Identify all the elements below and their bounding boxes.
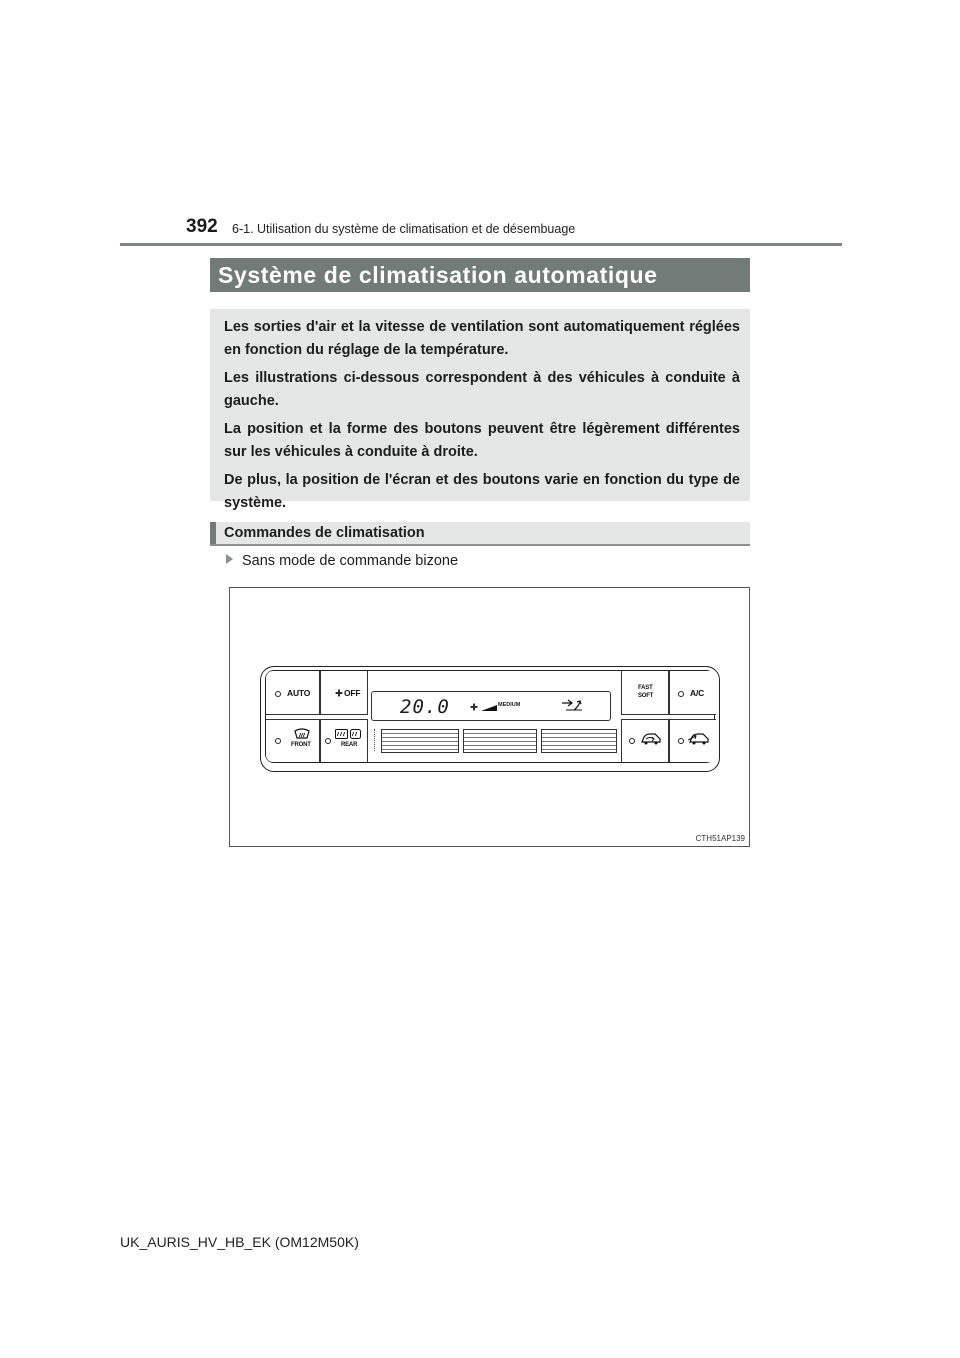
intro-paragraph: La position et la forme des boutons peuvent être légèrement différentes sur les véhicules à conduite à droite.	[224, 421, 740, 460]
climate-display	[371, 691, 611, 721]
rear-label: REAR	[341, 742, 358, 748]
intro-box	[210, 309, 750, 511]
outside-air-indicator	[629, 738, 635, 744]
figure-code: CTH51AP139	[695, 834, 745, 843]
fan-mode-label: MEDIUM	[498, 702, 521, 708]
subsection-accent-bar	[210, 522, 216, 544]
intro-paragraph: Les sorties d'air et la vitesse de ventilation sont automatiquement réglées en fonction du réglage de la température.	[224, 319, 740, 358]
auto-button[interactable]	[266, 671, 320, 715]
panel-bezel	[265, 670, 715, 763]
document-id: UK_AURIS_HV_HB_EK (OM12M50K)	[120, 1234, 359, 1250]
bullet-item	[226, 553, 458, 569]
header-rule	[120, 243, 842, 246]
airflow-mode-icon	[560, 698, 584, 712]
front-defogger-indicator	[275, 738, 281, 744]
fast-soft-button[interactable]	[621, 671, 669, 715]
fan-off-button[interactable]	[320, 671, 368, 715]
air-vent-left	[381, 729, 459, 753]
auto-label: AUTO	[287, 688, 311, 698]
intro-paragraph: Les illustrations ci-dessous correspondent à des véhicules à conduite à gauche.	[224, 370, 740, 409]
ac-button[interactable]	[669, 671, 716, 715]
fan-icon	[335, 689, 343, 697]
rear-defogger-indicator	[325, 738, 331, 744]
recirculated-air-indicator	[678, 738, 684, 744]
fast-label: FAST	[638, 685, 653, 691]
section-title: Système de climatisation automatique	[210, 258, 750, 292]
outside-air-icon	[640, 732, 662, 746]
recirculated-air-button[interactable]	[669, 719, 716, 762]
climate-control-panel	[260, 666, 720, 772]
intro-paragraph: De plus, la position de l'écran et des boutons varie en fonction du type de système.	[224, 472, 740, 511]
rear-defogger-button[interactable]	[320, 719, 368, 762]
mirror-defogger-icon	[350, 729, 361, 739]
front-defogger-button[interactable]	[266, 719, 320, 762]
outside-air-button[interactable]	[621, 719, 669, 762]
temperature-readout: 20.0	[400, 696, 450, 718]
bullet-triangle-icon	[226, 554, 233, 564]
soft-label: SOFT	[638, 693, 654, 699]
subsection-title: Commandes de climatisation	[224, 525, 425, 541]
auto-indicator	[275, 691, 281, 697]
front-defogger-icon	[294, 728, 310, 739]
chapter-title: 6-1. Utilisation du système de climatisation et de désembuage	[232, 222, 576, 236]
rear-defogger-icon	[335, 729, 348, 739]
bullet-text: Sans mode de commande bizone	[242, 553, 459, 569]
ac-indicator	[678, 691, 684, 697]
off-label: OFF	[344, 688, 361, 698]
temp-scale-marker	[374, 729, 378, 751]
air-vent-center	[463, 729, 537, 753]
front-label: FRONT	[291, 742, 311, 748]
page-number: 392	[186, 216, 218, 237]
air-vent-right	[541, 729, 617, 753]
fan-speed-icon	[470, 702, 498, 712]
climate-panel-figure	[229, 587, 750, 847]
recirculated-air-icon	[688, 732, 710, 746]
subsection-heading	[210, 522, 750, 546]
ac-label: A/C	[690, 688, 705, 698]
